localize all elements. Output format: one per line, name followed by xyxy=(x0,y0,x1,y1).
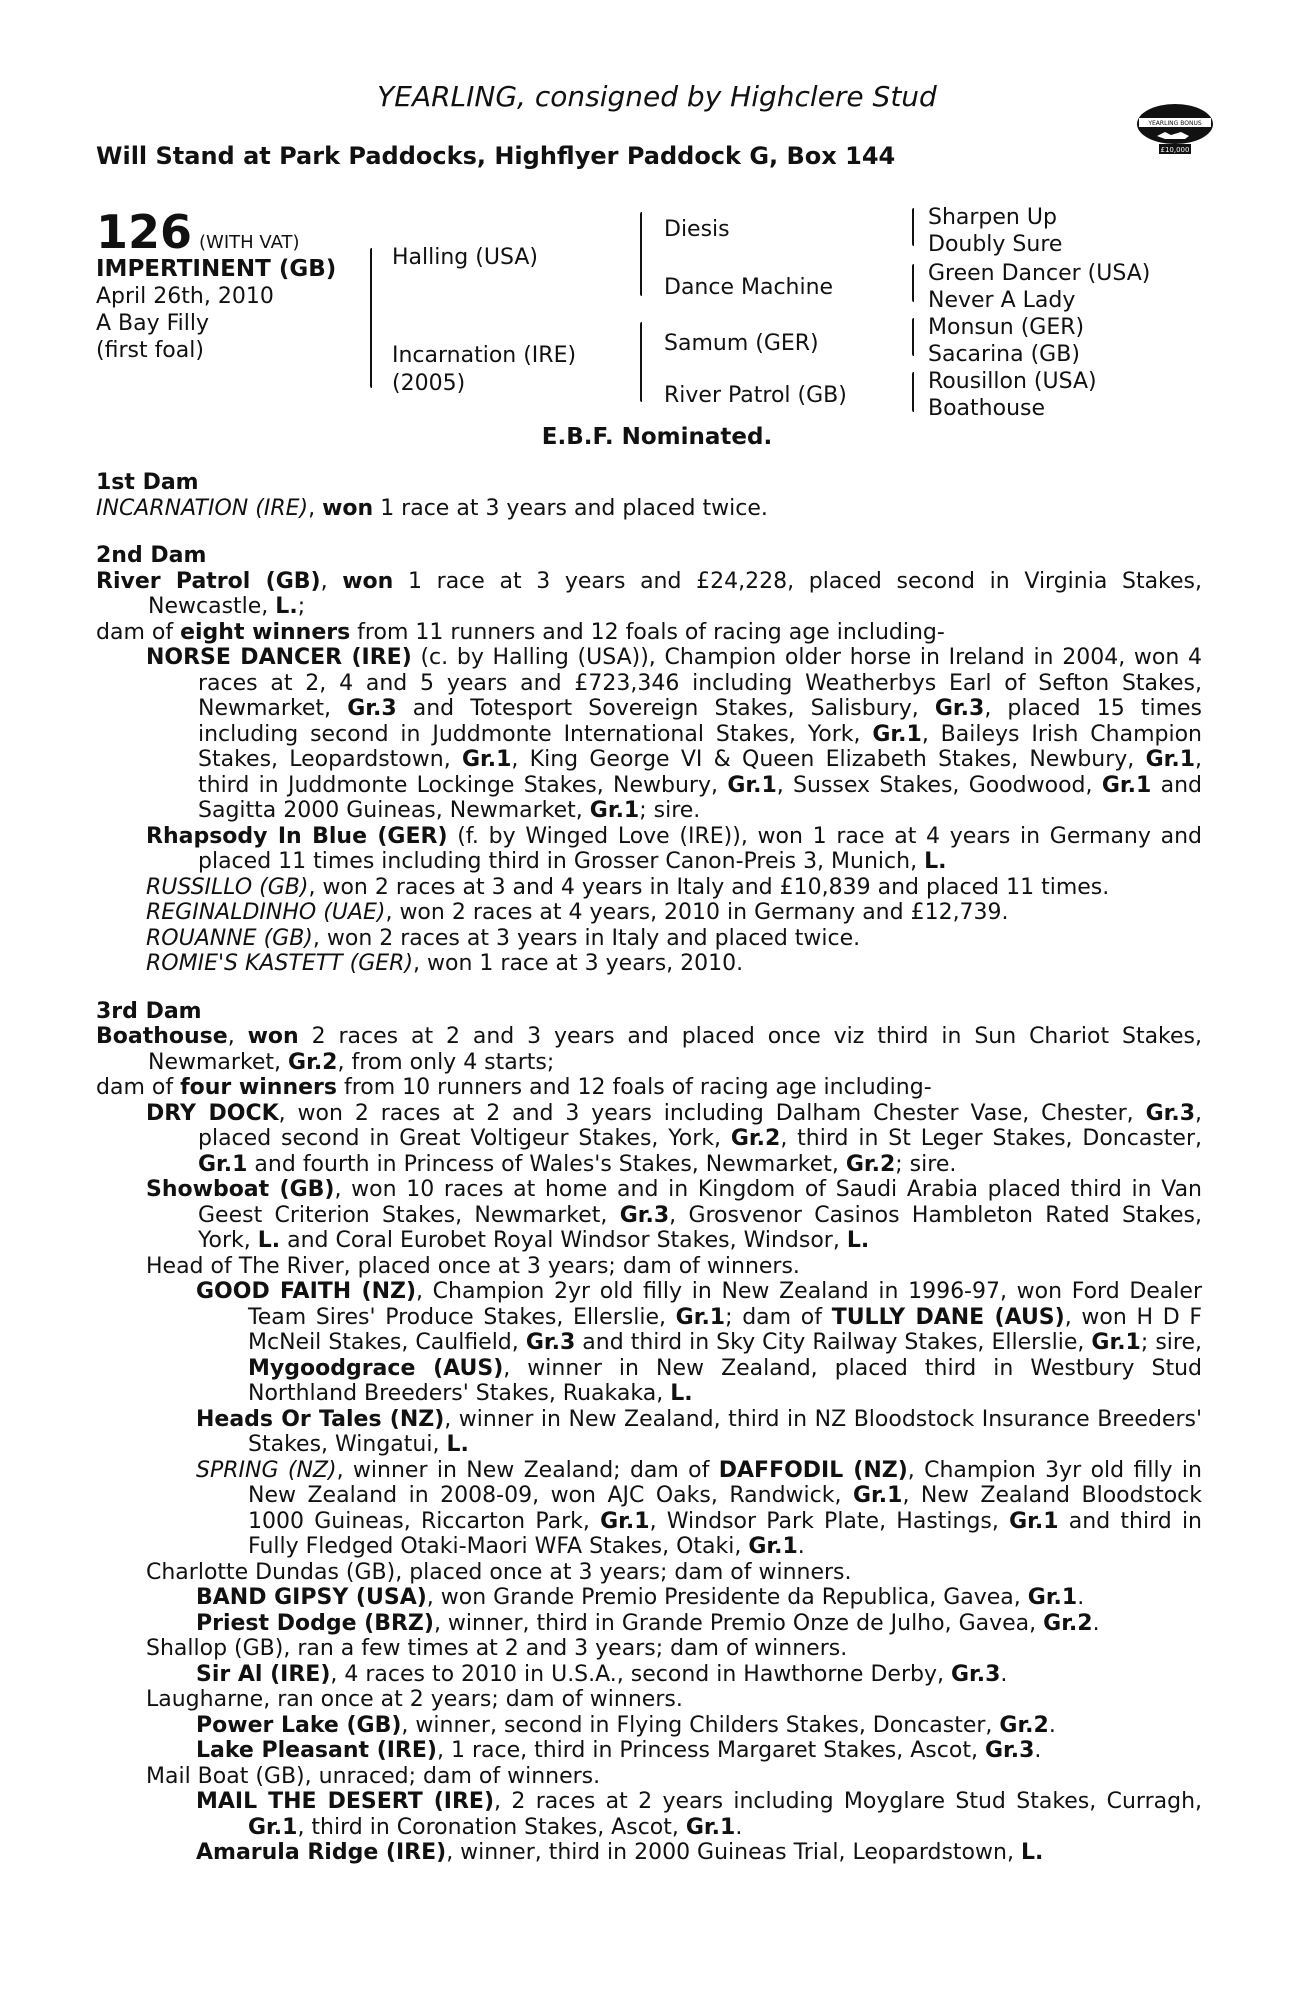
produce-record xyxy=(96,470,1202,1866)
produce-charlotte-dundas: Charlotte Dundas (GB), placed once at 3 years; dam of winners. xyxy=(146,1559,852,1585)
pedigree-ggs-6: Sacarina (GB) xyxy=(928,342,1080,367)
pedigree-ggs-7: Rousillon (USA) xyxy=(928,369,1097,394)
pedigree-brace-dam xyxy=(640,322,642,402)
pedigree-granddam-1: Dance Machine xyxy=(664,275,834,300)
produce-good-faith: GOOD FAITH (NZ), Champion 2yr old filly in New Zealand in 1996-97, won Ford Dealer Team Sires' Produce Stakes, Ellerslie, Gr.1; dam of TULLY DANE (AUS), won H D F McNeil Stakes, Caulfield, Gr.3 and third in Sky City Railway Stakes, Ellerslie, Gr.1; sire, Mygoodgrace (AUS), winner in New Zealand, placed third in Westbury Stud Northland Breeders' Stakes, Ruakaka, L. xyxy=(196,1279,1203,1406)
produce-laugharne: Laugharne, ran once at 2 years; dam of winners. xyxy=(146,1687,683,1712)
produce-dry-dock: DRY DOCK, won 2 races at 2 and 3 years including Dalham Chester Vase, Chester, Gr.3, placed second in Great Voltigeur Stakes, York, Gr.2, third in St Leger Stakes, Doncaster, Gr.1 and fourth in Princess of Wales's Stakes, Newmarket, Gr.2; sire. xyxy=(146,1100,1202,1177)
horse-name: IMPERTINENT (GB) xyxy=(96,256,337,282)
foaling-date: April 26th, 2010 xyxy=(96,284,274,309)
pedigree-dam-year: (2005) xyxy=(392,371,466,396)
first-dam-entry: INCARNATION (IRE), won 1 race at 3 years and placed twice. xyxy=(96,495,768,521)
third-dam-title: 3rd Dam xyxy=(96,998,202,1024)
ebf-nominated: E.B.F. Nominated. xyxy=(541,424,773,450)
second-dam-title: 2nd Dam xyxy=(96,543,207,568)
produce-rhapsody-in-blue: Rhapsody In Blue (GER) (f. by Winged Love (IRE)), won 1 race at 4 years in Germany and placed 11 times including third in Grosser Canon-Preis 3, Munich, L. xyxy=(146,823,1202,874)
lot-number: 126 xyxy=(96,205,193,259)
produce-mail-boat: Mail Boat (GB), unraced; dam of winners. xyxy=(146,1763,601,1789)
pedigree-granddam-2: River Patrol (GB) xyxy=(664,383,847,408)
pedigree-brace-sire xyxy=(640,212,642,296)
svg-text:YEARLING BONUS: YEARLING BONUS xyxy=(1148,120,1202,127)
produce-power-lake: Power Lake (GB), winner, second in Flying Childers Stakes, Doncaster, Gr.2. xyxy=(196,1712,1056,1738)
produce-rouanne: ROUANNE (GB), won 2 races at 3 years in Italy and placed twice. xyxy=(146,925,861,951)
pedigree-ggs-8: Boathouse xyxy=(928,396,1046,421)
third-dam-produce-summary: dam of four winners from 10 runners and 12 foals of racing age including- xyxy=(96,1075,932,1100)
pedigree-brace-main xyxy=(370,248,372,388)
produce-mail-the-desert: MAIL THE DESERT (IRE), 2 races at 2 years including Moyglare Stud Stakes, Curragh, Gr.1, third in Coronation Stakes, Ascot, Gr.1. xyxy=(196,1789,1203,1840)
second-dam-produce-summary: dam of eight winners from 11 runners and 12 foals of racing age including- xyxy=(96,619,945,645)
pedigree-grandsire-1: Diesis xyxy=(664,217,730,242)
location-line: Will Stand at Park Paddocks, Highflyer Paddock G, Box 144 xyxy=(96,142,896,170)
pedigree-ggs-4: Never A Lady xyxy=(928,288,1076,313)
produce-band-gipsy: BAND GIPSY (USA), won Grande Premio Presidente da Republica, Gavea, Gr.1. xyxy=(196,1585,1085,1610)
produce-spring: SPRING (NZ), winner in New Zealand; dam of DAFFODIL (NZ), Champion 3yr old filly in New Zealand in 2008-09, won AJC Oaks, Randwick, Gr.1, New Zealand Bloodstock 1000 Guineas, Riccarton Park, Gr.1, Windsor Park Plate, Hastings, Gr.1 and third in Fully Fledged Otaki-Maori WFA Stakes, Otaki, Gr.1. xyxy=(196,1457,1203,1559)
pedigree-brace-g2 xyxy=(912,264,914,302)
pedigree-ggs-1: Sharpen Up xyxy=(928,205,1057,230)
produce-reginaldinho: REGINALDINHO (UAE), won 2 races at 4 years, 2010 in Germany and £12,739. xyxy=(146,900,1009,925)
produce-lake-pleasant: Lake Pleasant (IRE), 1 race, third in Princess Margaret Stakes, Ascot, Gr.3. xyxy=(196,1738,1042,1763)
third-dam-intro: Boathouse, won 2 races at 2 and 3 years and placed once viz third in Sun Chariot Stakes, Newmarket, Gr.2, from only 4 starts; xyxy=(96,1024,1202,1075)
produce-norse-dancer: NORSE DANCER (IRE) (c. by Halling (USA)), Champion older horse in Ireland in 2004, won 4 races at 2, 4 and 5 years and £723,346 including Weatherbys Earl of Sefton Stakes, Newmarket, Gr.3 and Totesport Sovereign Stakes, Salisbury, Gr.3, placed 15 times including second in Juddmonte International Stakes, York, Gr.1, Baileys Irish Champion Stakes, Leopardstown, Gr.1, King George VI & Queen Elizabeth Stakes, Newbury, Gr.1, third in Juddmonte Lockinge Stakes, Newbury, Gr.1, Sussex Stakes, Goodwood, Gr.1 and Sagitta 2000 Guineas, Newmarket, Gr.1; sire. xyxy=(146,645,1203,823)
produce-sir-al: Sir Al (IRE), 4 races to 2010 in U.S.A., second in Hawthorne Derby, Gr.3. xyxy=(196,1661,1008,1687)
pedigree-brace-g3 xyxy=(912,318,914,356)
pedigree-dam: Incarnation (IRE) xyxy=(392,343,577,368)
pedigree-brace-g1 xyxy=(912,208,914,246)
first-dam-title: 1st Dam xyxy=(96,470,199,495)
second-dam-intro: River Patrol (GB), won 1 race at 3 years and £24,228, placed second in Virginia Stakes, Newcastle, L.; xyxy=(96,568,1202,619)
pedigree-ggs-3: Green Dancer (USA) xyxy=(928,261,1151,286)
produce-shallop: Shallop (GB), ran a few times at 2 and 3 years; dam of winners. xyxy=(146,1636,848,1661)
svg-text:£10,000: £10,000 xyxy=(1160,146,1190,154)
pedigree-sire: Halling (USA) xyxy=(392,245,538,270)
produce-romies-kastett: ROMIE'S KASTETT (GER), won 1 race at 3 years, 2010. xyxy=(146,951,744,976)
pedigree-brace-g4 xyxy=(912,372,914,412)
produce-priest-dodge: Priest Dodge (BRZ), winner, third in Grande Premio Onze de Julho, Gavea, Gr.2. xyxy=(196,1610,1100,1636)
horse-description: A Bay Filly xyxy=(96,311,210,336)
produce-heads-or-tales: Heads Or Tales (NZ), winner in New Zealand, third in NZ Bloodstock Insurance Breeders' Stakes, Wingatui, L. xyxy=(196,1406,1202,1457)
yearling-bonus-logo xyxy=(1135,96,1215,156)
produce-amarula-ridge: Amarula Ridge (IRE), winner, third in 2000 Guineas Trial, Leopardstown, L. xyxy=(196,1840,1044,1865)
page-title: YEARLING, consigned by Highclere Stud xyxy=(377,80,937,113)
produce-showboat: Showboat (GB), won 10 races at home and in Kingdom of Saudi Arabia placed third in Van Geest Criterion Stakes, Newmarket, Gr.3, Grosvenor Casinos Hambleton Rated Stakes, York, L. and Coral Eurobet Royal Windsor Stakes, Windsor, L. xyxy=(146,1177,1202,1253)
foal-note: (first foal) xyxy=(96,338,204,363)
vat-note: (WITH VAT) xyxy=(199,232,300,253)
pedigree-ggs-2: Doubly Sure xyxy=(928,232,1063,257)
pedigree-ggs-5: Monsun (GER) xyxy=(928,315,1085,340)
lot-info xyxy=(96,205,337,364)
pedigree-grandsire-2: Samum (GER) xyxy=(664,331,819,356)
produce-head-of-the-river: Head of The River, placed once at 3 years; dam of winners. xyxy=(146,1253,800,1279)
produce-russillo: RUSSILLO (GB), won 2 races at 3 and 4 years in Italy and £10,839 and placed 11 times. xyxy=(146,874,1110,900)
